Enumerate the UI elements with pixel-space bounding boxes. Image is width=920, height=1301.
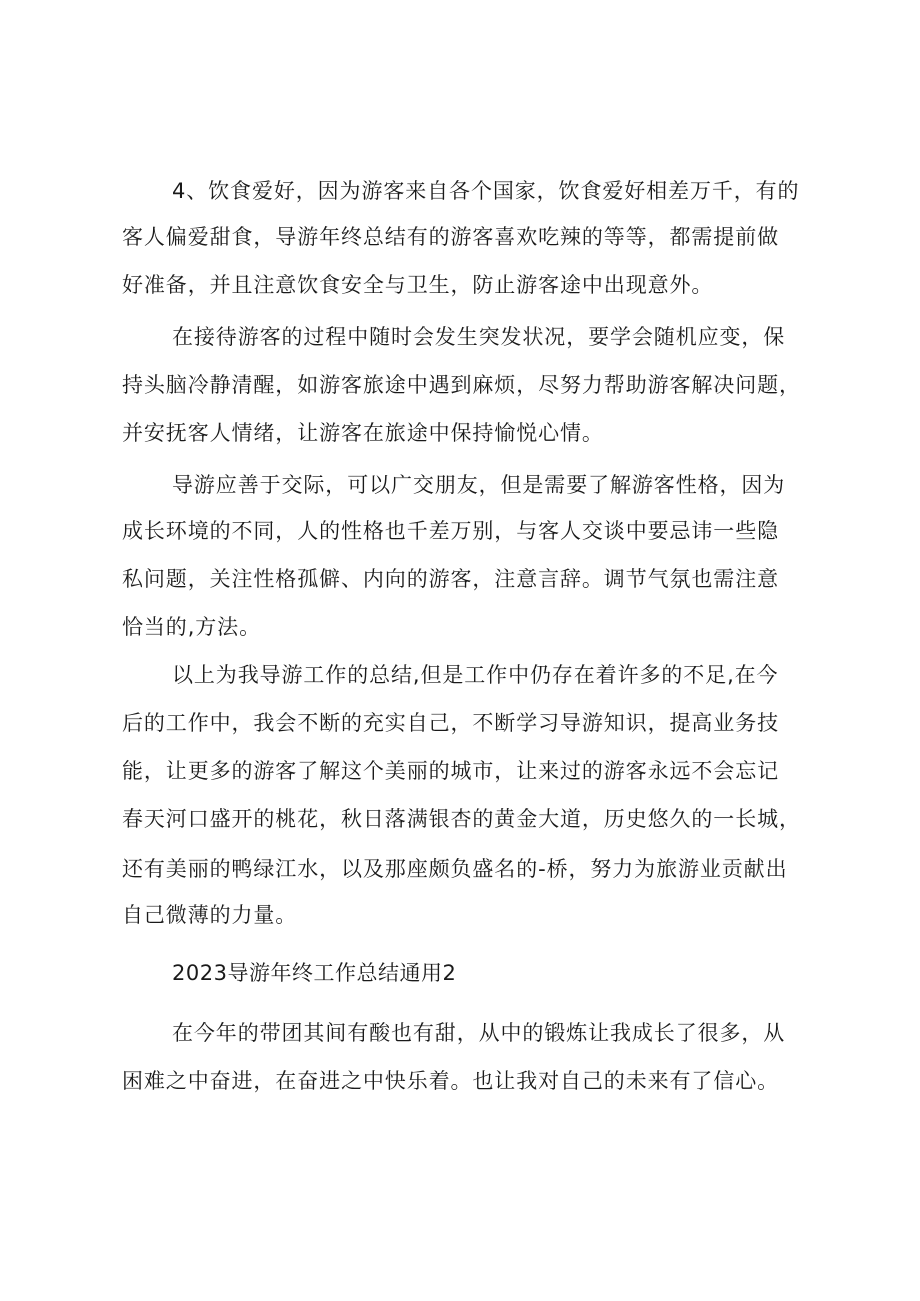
paragraph-3-line-2: 成长环境的不同，人的性格也千差万别，与客人交谈中要忌讳一些隐 (122, 519, 779, 543)
paragraph-4-line-5: 还有美丽的鸭绿江水，以及那座颇负盛名的-桥，努力为旅游业贡献出 (122, 857, 788, 881)
paragraph-4-line-2: 后的工作中，我会不断的充实自己，不断学习导游知识，提高业务技 (122, 711, 779, 735)
paragraph-4-line-6: 自己微薄的力量。 (122, 903, 298, 927)
paragraph-4-line-3: 能，让更多的游客了解这个美丽的城市，让来过的游客永远不会忘记 (122, 759, 779, 783)
paragraph-3-line-1: 导游应善于交际，可以广交朋友，但是需要了解游客性格，因为 (172, 473, 786, 497)
paragraph-1-line-3: 好准备，并且注意饮食安全与卫生，防止游客途中出现意外。 (122, 273, 714, 297)
paragraph-2-line-3: 并安抚客人情绪，让游客在旅途中保持愉悦心情。 (122, 421, 604, 445)
section-heading: 2023导游年终工作总结通用2 (172, 961, 457, 985)
paragraph-2-line-1: 在接待游客的过程中随时会发生突发状况，要学会随机应变，保 (172, 325, 786, 349)
closing-line-2: 困难之中奋进，在奋进之中快乐着。也让我对自己的未来有了信心。 (122, 1069, 779, 1093)
paragraph-4-line-1: 以上为我导游工作的总结,但是工作中仍存在着许多的不足,在今 (172, 663, 779, 687)
paragraph-3-line-3: 私问题，关注性格孤僻、内向的游客，注意言辞。调节气氛也需注意 (122, 567, 779, 591)
paragraph-3-line-4: 恰当的,方法。 (122, 615, 261, 639)
paragraph-2-line-2: 持头脑冷静清醒，如游客旅途中遇到麻烦，尽努力帮助游客解决问题， (122, 373, 801, 397)
paragraph-1-line-1: 4、饮食爱好，因为游客来自各个国家，饮食爱好相差万千，有的 (172, 179, 800, 203)
closing-line-1: 在今年的带团其间有酸也有甜，从中的锻炼让我成长了很多，从 (172, 1021, 786, 1045)
paragraph-1-line-2: 客人偏爱甜食，导游年终总结有的游客喜欢吃辣的等等，都需提前做 (122, 225, 779, 249)
paragraph-4-line-4: 春天河口盛开的桃花，秋日落满银杏的黄金大道，历史悠久的一长城， (122, 807, 801, 831)
